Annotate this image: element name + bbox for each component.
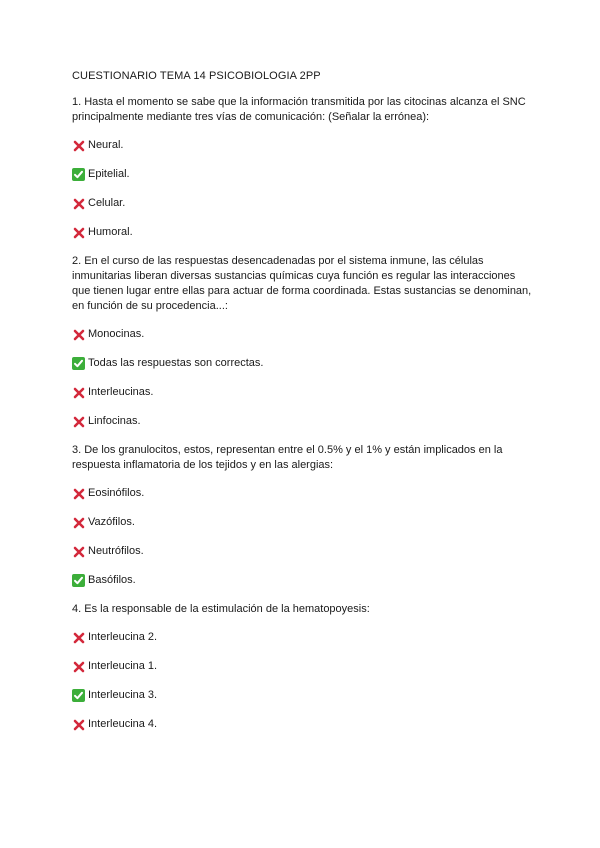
question-block-3 (72, 443, 532, 588)
question-block-4 (72, 602, 532, 732)
answer-label: Neutrófilos. (88, 545, 144, 557)
cross-mark-icon (72, 386, 85, 399)
answer-option (72, 167, 532, 182)
cross-mark-icon (72, 139, 85, 152)
cross-mark-icon (72, 328, 85, 341)
cross-mark-icon (72, 516, 85, 529)
cross-mark-icon (72, 226, 85, 239)
document-page (72, 70, 532, 746)
answer-label: Interleucina 2. (88, 631, 158, 643)
answer-option (72, 327, 532, 342)
answer-option (72, 573, 532, 588)
answer-option (72, 196, 532, 211)
answer-label: Interleucina 1. (88, 660, 158, 672)
answer-option (72, 659, 532, 674)
answer-option (72, 385, 532, 400)
question-text: 2. En el curso de las respuestas desencadenadas por el sistema inmune, las células inmunitarias liberan diversas sustancias químicas cuya función es regular las interacciones que tienen lugar entre ellas para actuar de forma coordinada. Estas sustancias se denominan, en función de su procedencia...: (72, 255, 532, 312)
question-text: 1. Hasta el momento se sabe que la información transmitida por las citocinas alcanza el SNC principalmente mediante tres vías de comunicación: (Señalar la errónea): (72, 96, 526, 123)
answer-label: Interleucina 3. (88, 689, 158, 701)
answer-option (72, 544, 532, 559)
cross-mark-icon (72, 197, 85, 210)
answer-option (72, 138, 532, 153)
question-block-1 (72, 95, 532, 240)
cross-mark-icon (72, 545, 85, 558)
check-mark-icon (72, 357, 85, 370)
answer-option (72, 630, 532, 645)
answer-option (72, 717, 532, 732)
cross-mark-icon (72, 631, 85, 644)
answer-label: Humoral. (88, 226, 133, 238)
answer-label: Linfocinas. (88, 415, 141, 427)
answer-label: Interleucinas. (88, 386, 154, 398)
answer-label: Neural. (88, 139, 124, 151)
answer-label: Epitelial. (88, 168, 130, 180)
answer-option (72, 356, 532, 371)
question-text: 3. De los granulocitos, estos, representan entre el 0.5% y el 1% y están implicados en la respuesta inflamatoria de los tejidos y en las alergias: (72, 444, 503, 471)
cross-mark-icon (72, 415, 85, 428)
answer-label: Interleucina 4. (88, 718, 158, 730)
answer-option (72, 515, 532, 530)
answer-label: Basófilos. (88, 574, 136, 586)
answer-option (72, 414, 532, 429)
answer-option (72, 225, 532, 240)
document-title: CUESTIONARIO TEMA 14 PSICOBIOLOGIA 2PP (72, 70, 321, 82)
answer-option (72, 486, 532, 501)
check-mark-icon (72, 574, 85, 587)
question-text: 4. Es la responsable de la estimulación de la hematopoyesis: (72, 603, 370, 615)
answer-label: Vazófilos. (88, 516, 135, 528)
answer-label: Todas las respuestas son correctas. (88, 357, 264, 369)
answer-label: Celular. (88, 197, 126, 209)
answer-label: Eosinófilos. (88, 487, 145, 499)
cross-mark-icon (72, 487, 85, 500)
cross-mark-icon (72, 718, 85, 731)
question-block-2 (72, 254, 532, 429)
check-mark-icon (72, 689, 85, 702)
check-mark-icon (72, 168, 85, 181)
answer-label: Monocinas. (88, 328, 145, 340)
cross-mark-icon (72, 660, 85, 673)
answer-option (72, 688, 532, 703)
